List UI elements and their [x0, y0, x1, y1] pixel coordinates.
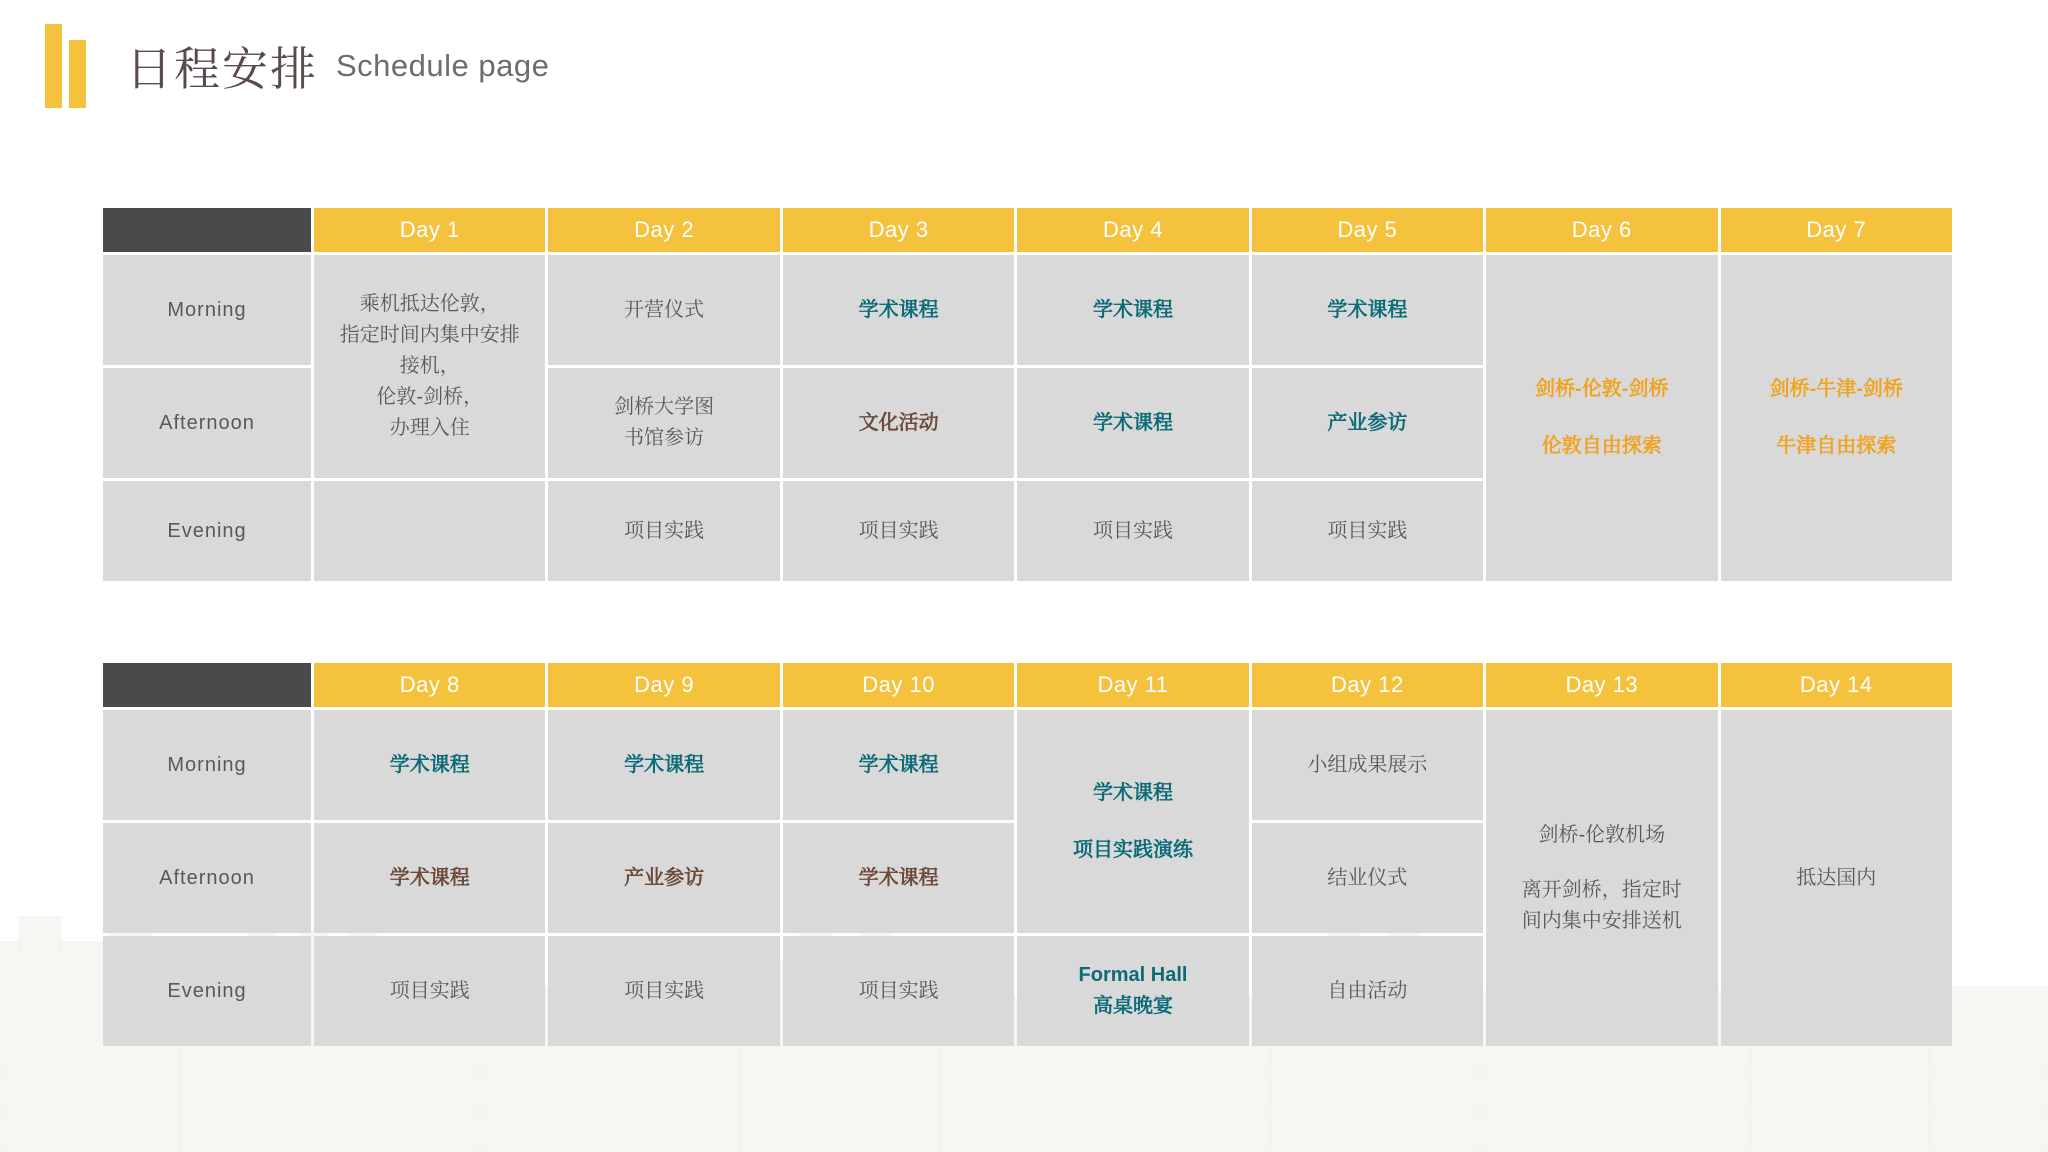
header-corner-cell — [103, 663, 311, 707]
cell-day6-merged — [1486, 255, 1717, 581]
day-header: Day 7 — [1721, 208, 1953, 252]
cell-day11-morning-text: 学术课程 — [1092, 781, 1173, 804]
row-label-afternoon: Afternoon — [103, 368, 311, 478]
cell-day4-afternoon: 学术课程 — [1017, 368, 1248, 478]
cell-day8-morning: 学术课程 — [314, 710, 545, 820]
cell-day3-afternoon: 文化活动 — [783, 368, 1014, 478]
day-header: Day 8 — [314, 663, 545, 707]
row-label-evening: Evening — [103, 936, 311, 1046]
page-header — [45, 24, 549, 108]
logo-bar-tall — [45, 24, 62, 108]
cell-day2-morning: 开营仪式 — [548, 255, 779, 365]
row-label-morning: Morning — [103, 710, 311, 820]
day-header: Day 1 — [314, 208, 545, 252]
cell-day13-merged — [1486, 710, 1717, 1046]
day-header: Day 13 — [1486, 663, 1717, 707]
cell-day11-afternoon-text: 项目实践演练 — [1072, 838, 1193, 861]
logo-bar-short — [69, 40, 86, 108]
day-header: Day 9 — [548, 663, 779, 707]
page-title-en: Schedule page — [336, 48, 550, 83]
cell-day4-morning: 学术课程 — [1017, 255, 1248, 365]
cell-day12-evening: 自由活动 — [1252, 936, 1483, 1046]
cell-day13-merged-text: 剑桥-伦敦机场 离开剑桥，指定时 间内集中安排送机 — [1521, 823, 1682, 932]
cell-day3-morning: 学术课程 — [783, 255, 1014, 365]
day-header: Day 5 — [1252, 208, 1483, 252]
table-row-morning — [103, 255, 1952, 365]
cell-day1-merged — [314, 255, 545, 478]
cell-day4-evening: 项目实践 — [1017, 481, 1248, 581]
cell-day11-morning-afternoon — [1017, 710, 1248, 933]
cell-day10-morning: 学术课程 — [783, 710, 1014, 820]
cell-day7-merged-text: 剑桥-牛津-剑桥 牛津自由探索 — [1769, 378, 1903, 457]
cell-day1-merged-text: 乘机抵达伦敦， 指定时间内集中安排 接机， 伦敦-剑桥， 办理入住 — [339, 293, 520, 439]
table-header-row — [103, 208, 1952, 252]
schedule-table-week-2 — [100, 660, 1955, 1049]
day-header: Day 4 — [1017, 208, 1248, 252]
row-label-morning: Morning — [103, 255, 311, 365]
cell-day3-evening: 项目实践 — [783, 481, 1014, 581]
day-header: Day 14 — [1721, 663, 1953, 707]
logo-mark — [45, 24, 86, 108]
cell-day5-morning: 学术课程 — [1252, 255, 1483, 365]
cell-day12-afternoon: 结业仪式 — [1252, 823, 1483, 933]
cell-day12-morning: 小组成果展示 — [1252, 710, 1483, 820]
day-header: Day 2 — [548, 208, 779, 252]
cell-day10-evening: 项目实践 — [783, 936, 1014, 1046]
cell-day9-evening: 项目实践 — [548, 936, 779, 1046]
schedule-table-week-1 — [100, 205, 1955, 584]
cell-day8-afternoon: 学术课程 — [314, 823, 545, 933]
cell-day1-evening — [314, 481, 545, 581]
cell-day9-morning: 学术课程 — [548, 710, 779, 820]
cell-day10-afternoon: 学术课程 — [783, 823, 1014, 933]
header-corner-cell — [103, 208, 311, 252]
cell-day8-evening: 项目实践 — [314, 936, 545, 1046]
table-row-morning — [103, 710, 1952, 820]
row-label-afternoon: Afternoon — [103, 823, 311, 933]
day-header: Day 12 — [1252, 663, 1483, 707]
page-title-cn: 日程安排 — [126, 43, 318, 95]
table-header-row — [103, 663, 1952, 707]
cell-day2-afternoon: 剑桥大学图 书馆参访 — [548, 368, 779, 478]
cell-day6-merged-text: 剑桥-伦敦-剑桥 伦敦自由探索 — [1535, 378, 1669, 457]
day-header: Day 11 — [1017, 663, 1248, 707]
cell-day11-evening: Formal Hall 高桌晚宴 — [1017, 936, 1248, 1046]
day-header: Day 6 — [1486, 208, 1717, 252]
cell-day7-merged — [1721, 255, 1953, 581]
day-header: Day 10 — [783, 663, 1014, 707]
cell-day5-evening: 项目实践 — [1252, 481, 1483, 581]
cell-day5-afternoon: 产业参访 — [1252, 368, 1483, 478]
cell-day14-merged: 抵达国内 — [1721, 710, 1953, 1046]
cell-day9-afternoon: 产业参访 — [548, 823, 779, 933]
day-header: Day 3 — [783, 208, 1014, 252]
row-label-evening: Evening — [103, 481, 311, 581]
cell-day2-evening: 项目实践 — [548, 481, 779, 581]
